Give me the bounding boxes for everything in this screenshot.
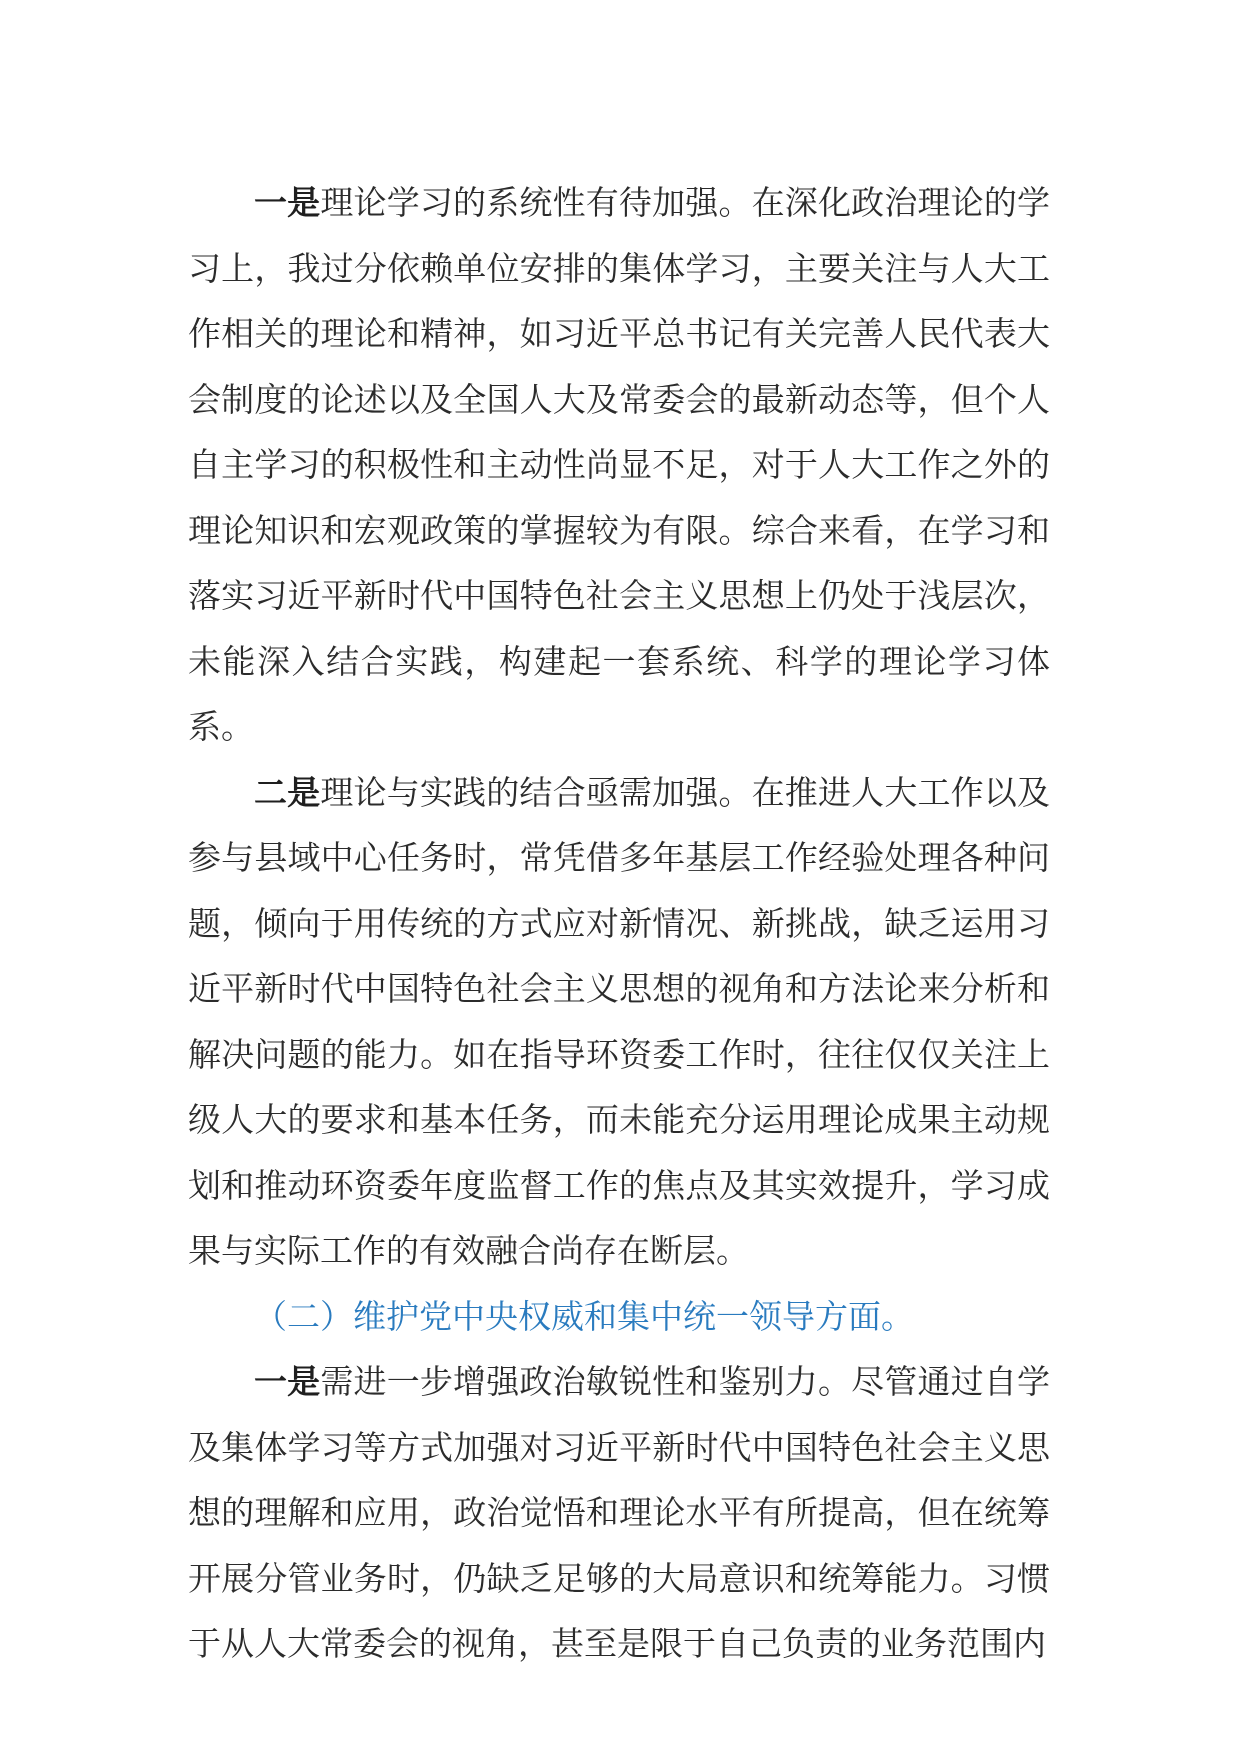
paragraph-text: 理论学习的系统性有待加强。在深化政治理论的学习上，我过分依赖单位安排的集体学习，主要关注与人大工作相关的理论和精神，如习近平总书记有关完善人民代表大会制度的论述以及全国人大及常委会的最新动态等，但个人自主学习的积极性和主动性尚显不足，对于人大工作之外的理论知识和宏观政策的掌握较为有限。综合来看，在学习和落实习近平新时代中国特色社会主义思想上仍处于浅层次，未能深入结合实践，构建起一套系统、科学的理论学习体系。 bbox=[188, 183, 1051, 746]
paragraph-text: 理论与实践的结合亟需加强。在推进人大工作以及参与县域中心任务时，常凭借多年基层工作经验处理各种问题，倾向于用传统的方式应对新情况、新挑战，缺乏运用习近平新时代中国特色社会主义思想的视角和方法论来分析和解决问题的能力。如在指导环资委工作时，往往仅仅关注上级人大的要求和基本任务，而未能充分运用理论成果主动规划和推动环资委年度监督工作的焦点及其实效提升，学习成果与实际工作的有效融合尚存在断层。 bbox=[188, 772, 1051, 1270]
paragraph-text: 需进一步增强政治敏锐性和鉴别力。尽管通过自学及集体学习等方式加强对习近平新时代中国特色社会主义思想的理解和应用，政治觉悟和理论水平有所提高，但在统筹开展分管业务时，仍缺乏足够的大局意识和统筹能力。习惯于从人大常委会的视角，甚至是限于自己负责的业务范围内 bbox=[188, 1362, 1051, 1663]
paragraph-political-sensitivity bbox=[188, 1349, 1050, 1677]
paragraph-theory-study bbox=[188, 170, 1050, 760]
document-body bbox=[188, 170, 1050, 1677]
paragraph-lead: 二是 bbox=[254, 772, 321, 812]
section-heading: （二）维护党中央权威和集中统一领导方面。 bbox=[254, 1296, 914, 1336]
paragraph-lead: 一是 bbox=[254, 183, 321, 222]
paragraph-lead: 一是 bbox=[254, 1362, 321, 1401]
paragraph-theory-practice bbox=[188, 760, 1050, 1284]
